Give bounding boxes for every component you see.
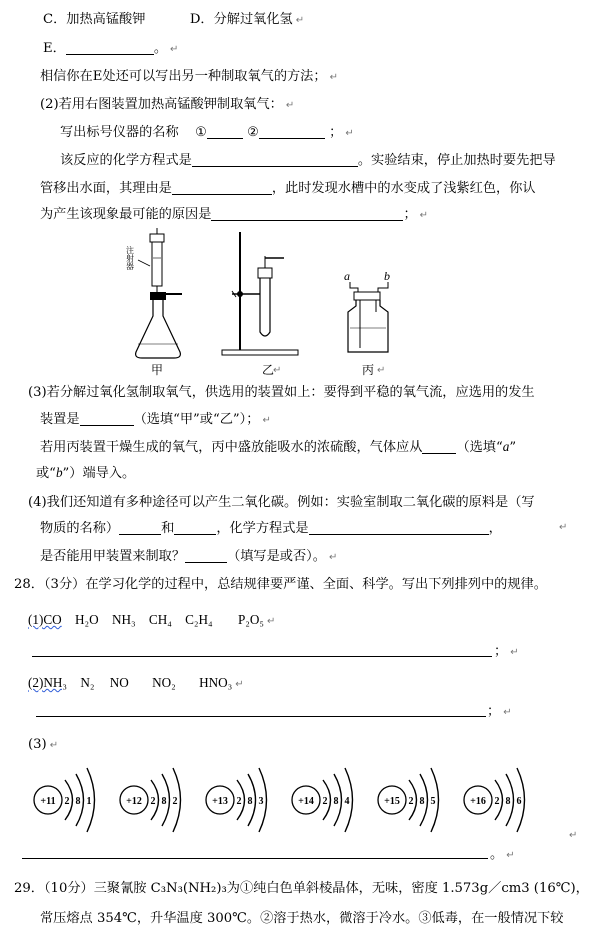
- answer-line-1[interactable]: [32, 656, 492, 657]
- electron-count: 2: [408, 796, 414, 807]
- series-3-label: [28, 736, 58, 755]
- hint-line: [40, 68, 338, 87]
- device-choice-line: [40, 411, 271, 430]
- electron-count: 4: [344, 796, 350, 807]
- quote-close: ”: [509, 440, 517, 455]
- reason-line: [40, 180, 536, 198]
- series-3-text: (3): [28, 737, 47, 752]
- series-1-item: NH₃: [111, 612, 136, 627]
- yes-no-hint: （填写是或否）。: [227, 549, 326, 564]
- option-e-line: [43, 40, 178, 59]
- return-mark: ↵: [419, 210, 429, 221]
- answer-2-end: [487, 703, 512, 722]
- label-bing: 丙: [362, 363, 375, 377]
- question-4-line: [28, 494, 535, 512]
- return-mark: ↵: [273, 365, 282, 376]
- electron-count: 5: [430, 796, 436, 807]
- question-3-line: [28, 384, 535, 402]
- return-mark: ↵: [267, 616, 276, 627]
- return-mark: ↵: [559, 522, 568, 533]
- syringe-label: 注射器: [125, 246, 135, 270]
- blank-inlet[interactable]: [422, 440, 456, 454]
- return-mark: ↵: [328, 552, 338, 563]
- reason-prompt: 管移出水面，其理由是: [40, 181, 172, 196]
- hint-text: 相信你在E处还可以写出另一种制取氧气的方法；: [40, 69, 327, 84]
- electron-count: 8: [247, 796, 253, 807]
- blank-equation[interactable]: [192, 153, 358, 167]
- label-b: b: [384, 269, 390, 283]
- co2-equation-prompt: ，化学方程式是: [216, 521, 309, 536]
- return-mark: ↵: [235, 679, 244, 690]
- series-2-item: HNO₃: [199, 675, 233, 690]
- option-d: D．分解过氧化氢: [189, 12, 293, 27]
- electron-count: 1: [86, 796, 92, 807]
- apparatus-yi: [222, 232, 298, 377]
- apparatus-jia: [126, 228, 183, 377]
- inlet-a: a: [502, 439, 510, 454]
- question-29-text-1: 29．（10分）三聚氰胺 C₃N₃(NH₂)₃为①纯白色单斜棱晶体，无味，密度 1.573g／cm3 (16℃)，: [14, 881, 589, 896]
- question-29-line-1: [14, 880, 589, 898]
- answer-line-2[interactable]: [36, 716, 486, 717]
- answer-3-end: [490, 846, 515, 865]
- electron-count: 8: [505, 796, 511, 807]
- blank-instrument-2[interactable]: [259, 125, 325, 139]
- cause-line: [40, 206, 428, 225]
- nucleus-charge: +16: [470, 796, 486, 807]
- return-mark: ↵: [262, 415, 271, 426]
- period: 。: [490, 847, 504, 862]
- inlet-b-line: [36, 464, 135, 483]
- series-1-label: (1)CO: [28, 612, 62, 627]
- blank-co2-equation[interactable]: [309, 521, 489, 535]
- inlet-end: ”）端导入。: [62, 466, 136, 481]
- series-1: [28, 611, 275, 631]
- electron-count: 2: [322, 796, 328, 807]
- device-options: （选填“甲”或“乙”）；: [133, 412, 260, 427]
- series-2-label: (2)NH₃: [28, 675, 68, 690]
- blank-instrument-1[interactable]: [207, 125, 243, 139]
- return-mark: ↵: [345, 128, 354, 139]
- nucleus-charge: +15: [384, 796, 400, 807]
- atom-diagram: [206, 768, 267, 832]
- atom-diagram: [292, 768, 353, 832]
- series-1-item: P₂O₅: [237, 612, 264, 627]
- dry-gas-prompt: 若用丙装置干燥生成的氧气，丙中盛放能吸水的浓硫酸，气体应从: [40, 440, 423, 455]
- series-2-item: NO: [109, 675, 129, 690]
- return-mark: ↵: [506, 850, 515, 861]
- series-1-item: H₂O: [75, 612, 99, 627]
- dry-gas-line: [40, 438, 516, 457]
- instrument-prompt: 写出标号仪器的名称: [60, 125, 179, 140]
- electron-count: 8: [161, 796, 167, 807]
- period: 。: [153, 41, 168, 56]
- nucleus-charge: +12: [126, 796, 142, 807]
- apparatus-bing: [344, 269, 390, 377]
- circle-2: ②: [247, 125, 259, 140]
- equation-prompt: 该反应的化学方程式是: [60, 153, 192, 168]
- return-mark: ↵: [503, 707, 512, 718]
- electron-count: 2: [494, 796, 500, 807]
- nucleus-charge: +13: [212, 796, 228, 807]
- inlet-b: b: [55, 465, 63, 480]
- blank-material-1[interactable]: [119, 521, 161, 535]
- electron-count: 8: [333, 796, 339, 807]
- return-mark: ↵: [377, 365, 386, 376]
- return-mark: ↵: [49, 740, 59, 751]
- series-1-item: C₂H₄: [185, 612, 213, 627]
- device-jia-line: [40, 548, 337, 567]
- option-c-d-line: [43, 11, 304, 30]
- question-3-text: (3)若分解过氧化氢制取氧气，供选用的装置如上：要得到平稳的氧气流，应选用的发生: [28, 385, 535, 400]
- series-2-item: N₂: [80, 675, 95, 690]
- label-a: a: [344, 269, 350, 283]
- electron-count: 8: [75, 796, 81, 807]
- return-mark: ↵: [295, 15, 305, 26]
- return-mark: ↵: [569, 830, 578, 841]
- return-mark: ↵: [510, 647, 519, 658]
- electron-count: 2: [236, 796, 242, 807]
- nucleus-charge: +11: [40, 796, 56, 807]
- equation-line: [60, 152, 556, 170]
- electron-count: 3: [258, 796, 264, 807]
- equation-rest: 。实验结束，停止加热时要先把导: [357, 153, 556, 168]
- and-text: 和: [161, 521, 175, 536]
- semicolon: ；: [494, 644, 508, 659]
- question-28-text: 28．（3分）在学习化学的过程中，总结规律要严谨、全面、科学。写出下列排列中的规律。: [14, 577, 547, 592]
- or-text: 或“: [36, 466, 56, 481]
- atom-diagram: [34, 768, 95, 832]
- nucleus-charge: +14: [298, 796, 314, 807]
- label-jia: 甲: [151, 363, 164, 377]
- question-29-text-2: 常压熔点 354℃，升华温度 300℃。②溶于热水，微溶于冷水。③低毒，在一般情况下较: [40, 911, 564, 926]
- blank-cause[interactable]: [211, 207, 403, 221]
- electron-count: 2: [64, 796, 70, 807]
- series-1-item: CH₄: [148, 612, 172, 627]
- material-prompt: 物质的名称）: [40, 521, 120, 536]
- atom-diagram: [464, 768, 525, 832]
- answer-line-3[interactable]: [22, 858, 488, 859]
- semicolon: ；: [487, 704, 501, 719]
- return-mark: ↵: [170, 44, 179, 55]
- answer-1-end: [494, 643, 519, 662]
- return-mark: ↵: [285, 100, 295, 111]
- co2-material-line: [40, 520, 502, 538]
- comma: ，: [488, 521, 502, 536]
- cause-prompt: 为产生该现象最可能的原因是: [40, 207, 212, 222]
- device-prompt: 装置是: [40, 412, 80, 427]
- question-2-text: (2)若用右图装置加热高锰酸钾制取氧气：: [40, 97, 283, 112]
- option-c: C．加热高锰酸钾: [43, 12, 146, 27]
- blank-reason[interactable]: [172, 181, 272, 195]
- semicolon: ；: [329, 125, 343, 140]
- electron-count: 8: [419, 796, 425, 807]
- series-2: [28, 674, 244, 694]
- atom-diagram: [378, 768, 439, 832]
- blank-e[interactable]: [66, 41, 154, 55]
- question-2-line: [40, 96, 294, 115]
- semicolon: ；: [403, 207, 417, 222]
- question-29-line-2: [40, 910, 563, 928]
- question-28: [14, 576, 547, 594]
- atom-diagram: [120, 768, 181, 832]
- label-yi: 乙: [262, 363, 275, 377]
- device-jia-prompt: 是否能用甲装置来制取？: [40, 549, 186, 564]
- inlet-options-open: （选填“: [456, 440, 503, 455]
- return-mark: ↵: [329, 72, 338, 83]
- series-2-item: NO₂: [152, 675, 176, 690]
- blank-yes-no[interactable]: [185, 549, 227, 563]
- atom-structure-diagrams: [24, 760, 564, 842]
- question-4-text: (4)我们还知道有多种途径可以产生二氧化碳。例如：实验室制取二氧化碳的原料是（写: [28, 495, 535, 510]
- electron-count: 2: [172, 796, 178, 807]
- instrument-name-line: [60, 124, 354, 143]
- option-e: E．: [43, 41, 66, 56]
- blank-device[interactable]: [80, 412, 134, 426]
- reason-rest: ，此时发现水槽中的水变成了浅紫红色，你认: [271, 181, 536, 196]
- electron-count: 2: [150, 796, 156, 807]
- circle-1: ①: [195, 125, 207, 140]
- blank-material-2[interactable]: [174, 521, 216, 535]
- apparatus-figure: [110, 228, 440, 380]
- electron-count: 6: [516, 796, 522, 807]
